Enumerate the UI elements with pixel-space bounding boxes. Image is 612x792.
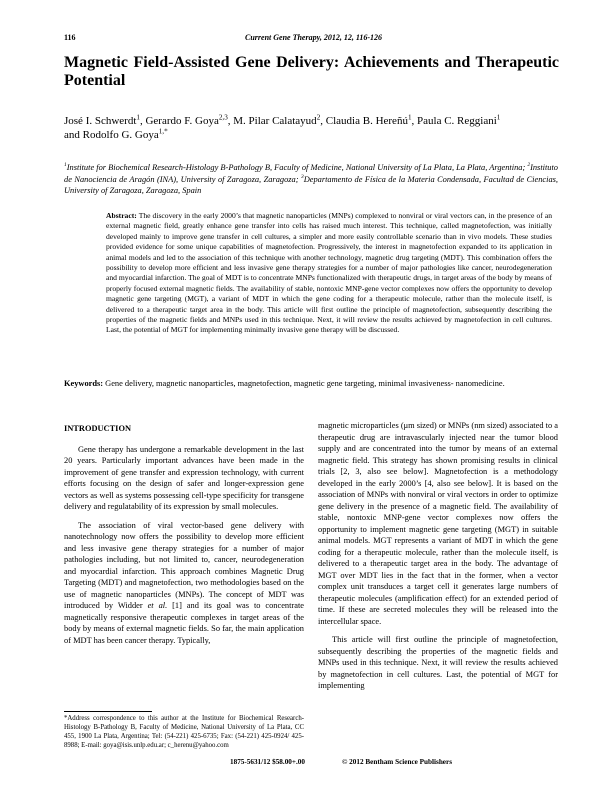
author-affil-mark: 1 bbox=[407, 113, 412, 122]
page-number: 116 bbox=[64, 33, 76, 42]
et-al: et al. bbox=[147, 601, 168, 610]
author-affil-mark: 2,3 bbox=[218, 113, 228, 122]
author-name: Claudia B. Hereñú bbox=[325, 115, 408, 127]
paragraph bbox=[64, 520, 304, 647]
affil-text: Departamento de Física de la Materia Condensada, Facultad de Ciencias, University of Zaragoza, Zaragoza, Spain bbox=[64, 174, 558, 195]
affiliations bbox=[64, 162, 558, 197]
author-name: and Rodolfo G. Goya bbox=[64, 129, 159, 141]
abstract-text: The discovery in the early 2000’s that magnetic nanoparticles (MNPs) complexed to nonviral or viral vectors can, in the presence of an external magnetic field, greatly enhance gene transfer into cells has raised much interest. This technique, called magnetofection, was initially developed mainly to improve gene transfer in cell cultures, a simpler and more easily controllable scenario than in vivo models. These studies provided evidence for some unique capabilities of magnetofection. Progressively, the interest in magnetofection expanded to its application in animal models and led to the association of this technique with another technology, magnetic drug targeting (MDT). This combination offers the possibility to develop more efficient and less invasive gene therapy strategies for a number of major pathologies like cancer, neurodegeneration and myocardial infarction. The goal of MDT is to concentrate MNPs functionalized with therapeutic drugs, in target areas of the body by means of properly focused external magnetic fields. The availability of stable, nontoxic MNP-gene vector complexes now offers the opportunity to develop magnetic gene targeting (MGT), a variant of MDT in which the gene coding for a therapeutic molecule, rather than the molecule itself, is delivered to a therapeutic target area in the body. This article will first outline the principle of magnetofection, subsequently describing the properties of the magnetic fields and MNPs used in this technique. Next, it will review the results achieved by magnetofection in cell cultures. Last, the potential of MGT for implementing minimally invasive gene therapy will be discussed. bbox=[106, 211, 552, 335]
paragraph-text: The association of viral vector-based gene delivery with nanotechnology now offers the possibility to develop more efficient and less invasive gene therapy strategies for a number of major pathologies including, but not limited to, cancer, neurodegeneration and myocardial infarction. This approach combines Magnetic Drug Targeting (MDT) and magnetofection, two methodologies based on the use of magnetic nanoparticles (MNPs). The concept of MDT was introduced by Widder bbox=[64, 520, 304, 610]
affil-mark: 1 bbox=[64, 162, 67, 169]
journal-header: Current Gene Therapy, 2012, 12, 116-126 bbox=[245, 33, 383, 42]
right-column bbox=[318, 420, 558, 699]
copyright: © 2012 Bentham Science Publishers bbox=[342, 758, 452, 766]
author-affil-mark: 2 bbox=[316, 113, 321, 122]
author-name: Gerardo F. Goya bbox=[145, 115, 219, 127]
affil-text: Instituto de Nanociencia de Aragón (INA), University of Zaragoza, Zaragoza; bbox=[64, 163, 558, 184]
author-name: Paula C. Reggiani bbox=[417, 115, 497, 127]
author-affil-mark: 1,* bbox=[158, 127, 168, 136]
paragraph-text: [1] and its goal was to concentrate magnetically responsive therapeutic complexes in target areas of the body by means of external magnetic fields. So far, the main application of MDT has been cancer therapy. Typically, bbox=[64, 601, 304, 645]
correspondence-footnote: *Address correspondence to this author at the Institute for Biochemical Research-Histology B-Pathology B, Faculty of Medicine, National University of La Plata, CC 455, 1900 La Plata, Argentina; Tel: (54-221) 425-6735; Fax: (54-221) 425-0924/ 425-8988; E-mail: goya@isis.unlp.edu.ar; c_herenu@yahoo.com bbox=[64, 715, 304, 749]
author-affil-mark: 1 bbox=[136, 113, 140, 122]
author-name: M. Pilar Calatayud bbox=[233, 115, 317, 127]
author-list: José I. Schwerdt$^1$, Gerardo F. Goya$^{2,3}$, M. Pilar Calatayud$^2$, Claudia B. Hereñú$^1$, Paula C. Reggiani$^1$ and Rodolfo G. Goya$^{1,*}$ bbox=[64, 113, 501, 141]
author-affil-mark: 1 bbox=[496, 113, 501, 122]
affil-mark: 3 bbox=[300, 173, 304, 180]
paragraph: Gene therapy has undergone a remarkable development in the last 20 years. Particularly important advances have been made in the improvement of gene transfer and expression technology, with current efforts focusing on the design of safer and longer-expression gene vectors as well as systems possessing cell-type specificity for transgene delivery and regulatability of its expression by small molecules. bbox=[64, 444, 304, 511]
paragraph: magnetic microparticles (μm sized) or MNPs (nm sized) associated to a therapeutic drug are intravascularly injected near the tumor blood supply and are concentrated into the tumor by means of an external magnetic field. This strategy has shown promising results in clinical trials [2, 3, also see below]. Magnetofection is a methodology developed in the early 2000’s [4, also see below]. It is based on the association of MNPs with nonviral or viral vectors in order to optimize gene delivery in the presence of a magnetic field. The availability of stable, nontoxic MNP-gene vector complexes now offers the opportunity to implement magnetic gene targeting (MGT) in suitable animal models. MGT represents a variant of MDT in which the gene coding for a therapeutic molecule, rather than the molecule itself, is delivered to a therapeutic target area in the body. The advantage of MGT over MDT lies in the fact that in the former, when a vector complex unit transduces a target cell it generates large numbers of therapeutic molecules (amplification effect) for an extended period of time. If these are secreted molecules they will be released into the intercellular space. bbox=[318, 421, 558, 626]
paragraph: This article will first outline the principle of magnetofection, subsequently describing the properties of the magnetic fields and MNPs used in this technique. Next, it will review the results achieved by magnetofection in cell cultures. Last, the potential of MGT for implementing bbox=[318, 635, 558, 690]
section-heading: INTRODUCTION bbox=[64, 424, 132, 433]
author-name: José I. Schwerdt bbox=[64, 115, 137, 127]
issn-price: 1875-5631/12 $58.00+.00 bbox=[230, 758, 305, 766]
keywords-text: Gene delivery, magnetic nanoparticles, magnetofection, magnetic gene targeting, minimal invasiveness- nanomedicine. bbox=[103, 379, 505, 388]
keywords bbox=[64, 378, 558, 390]
affil-mark: 2 bbox=[527, 162, 531, 169]
footnote-rule bbox=[64, 711, 152, 712]
affil-text: Institute for Biochemical Research-Histology B-Pathology B, Faculty of Medicine, National University of La Plata, La Plata, Argentina; bbox=[66, 163, 528, 172]
left-column bbox=[64, 423, 304, 653]
abstract bbox=[106, 211, 552, 336]
keywords-label: Keywords: bbox=[64, 379, 104, 388]
article-title: Magnetic Field-Assisted Gene Delivery: Achievements and Therapeutic Potential bbox=[64, 54, 559, 89]
abstract-label: Abstract: bbox=[106, 211, 137, 220]
